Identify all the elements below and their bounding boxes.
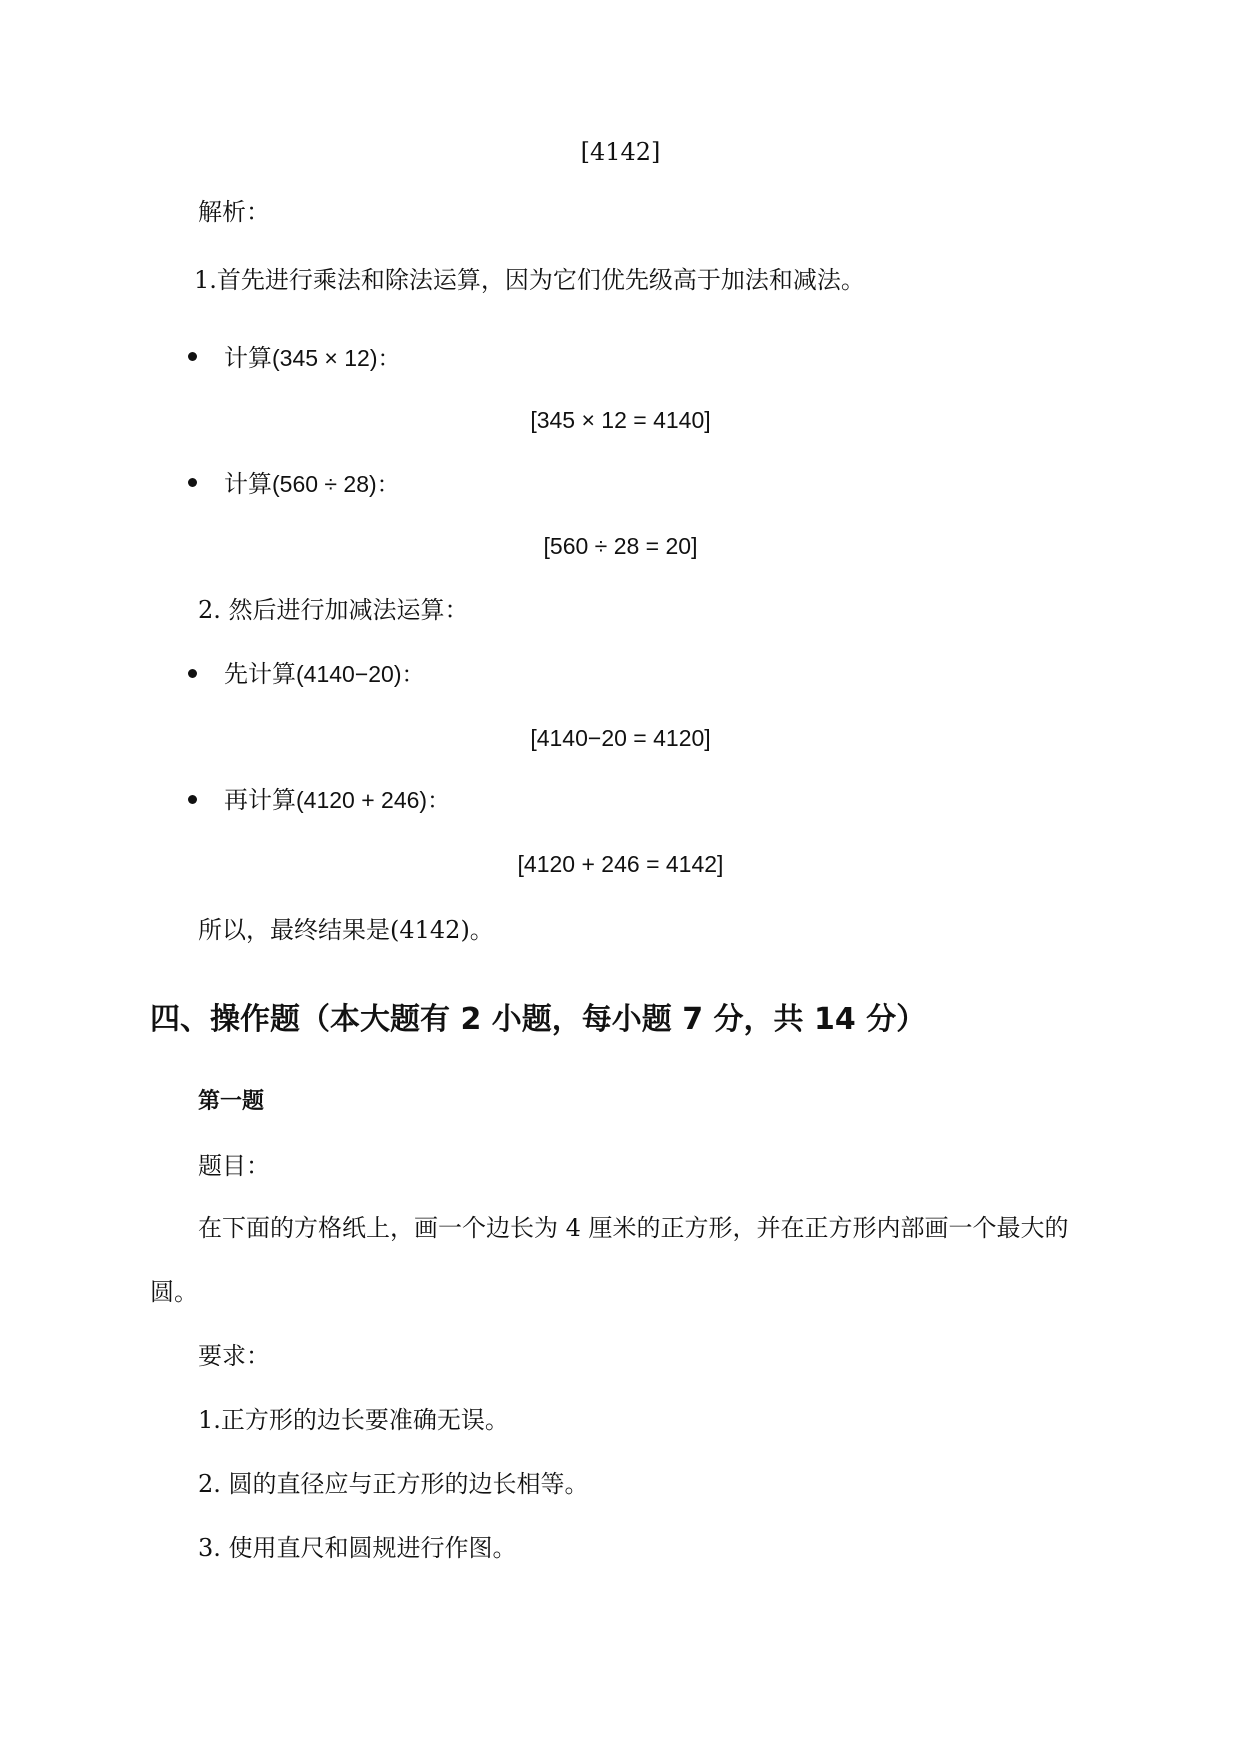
requirement-item: 1.正方形的边长要准确无误。 [198, 1406, 509, 1434]
display-equation-add: [4120 + 246 = 4142] [517, 851, 724, 877]
requirements-label: 要求： [198, 1342, 270, 1370]
bullet-item-divide [224, 468, 400, 500]
analysis-step-1: 1.首先进行乘法和除法运算，因为它们优先级高于加法和减法。 [194, 266, 865, 294]
analysis-label: 解析： [198, 198, 270, 226]
bullet-item-add [224, 784, 450, 816]
bullet-item-subtract [224, 658, 425, 690]
bullet-expression: (4140−20)： [296, 661, 425, 687]
requirement-item: 2. 圆的直径应与正方形的边长相等。 [198, 1470, 589, 1498]
bullet-expression: (4120 + 246)： [296, 787, 451, 813]
section-heading: 四、操作题（本大题有 2 小题，每小题 7 分，共 14 分） [150, 1002, 927, 1037]
requirement-item: 3. 使用直尺和圆规进行作图。 [198, 1534, 517, 1562]
answer-display: [4142] [580, 138, 661, 166]
bullet-dot [188, 795, 197, 804]
bullet-prefix: 先计算 [224, 660, 296, 688]
display-equation-divide: [560 ÷ 28 = 20] [543, 533, 698, 559]
analysis-step-2: 2. 然后进行加减法运算： [198, 596, 469, 624]
bullet-expression: (345 × 12)： [272, 345, 401, 371]
display-equation-subtract: [4140−20 = 4120] [530, 725, 711, 751]
bullet-dot [188, 352, 197, 361]
prompt-label: 题目： [198, 1152, 270, 1180]
analysis-conclusion: 所以，最终结果是(4142)。 [198, 916, 494, 944]
bullet-prefix: 计算 [224, 344, 272, 372]
prompt-text-line-1: 在下面的方格纸上，画一个边长为 4 厘米的正方形，并在正方形内部画一个最大的 [198, 1214, 1069, 1242]
bullet-dot [188, 478, 197, 487]
bullet-expression: (560 ÷ 28)： [272, 471, 400, 497]
question-title: 第一题 [198, 1089, 265, 1114]
prompt-text-line-2: 圆。 [150, 1278, 198, 1306]
display-equation-multiply: [345 × 12 = 4140] [530, 407, 711, 433]
bullet-dot [188, 669, 197, 678]
bullet-item-multiply [224, 342, 401, 374]
bullet-prefix: 再计算 [224, 786, 296, 814]
bullet-prefix: 计算 [224, 470, 272, 498]
